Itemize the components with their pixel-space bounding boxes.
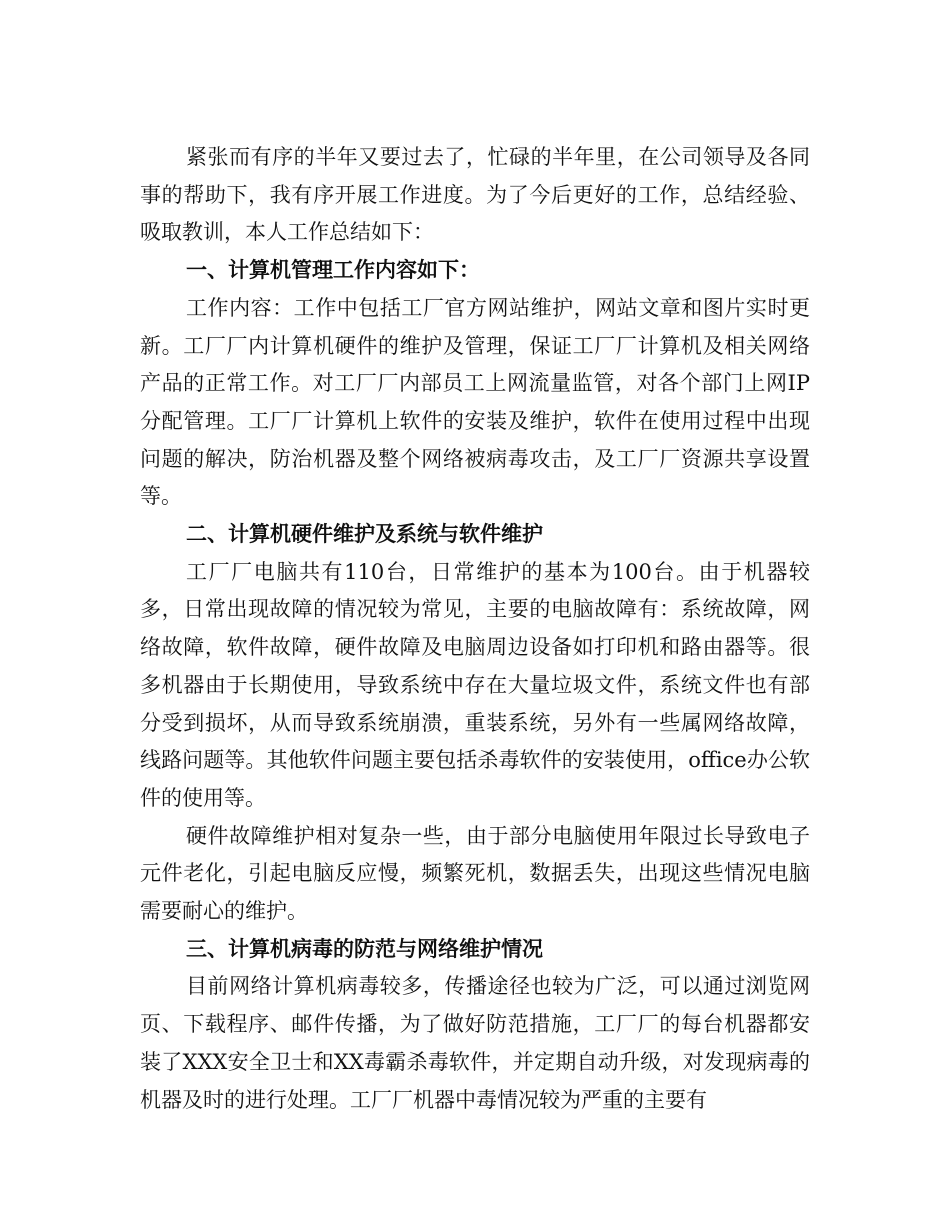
section-3-heading: 三、计算机病毒的防范与网络维护情况 (186, 936, 543, 961)
section-2-paragraph-2: 硬件故障维护相对复杂一些，由于部分电脑使用年限过长导致电子元件老化，引起电脑反应慢，频繁死机，数据丢失，出现这些情况电脑需要耐心的维护。 (140, 823, 810, 924)
section-2-paragraph-1: 工厂厂电脑共有110台，日常维护的基本为100台。由于机器较多，日常出现故障的情况较为常见，主要的电脑故障有：系统故障，网络故障，软件故障，硬件故障及电脑周边设备如打印机和路由器等。很多机器由于长期使用，导致系统中存在大量垃圾文件，系统文件也有部分受到损坏，从而导致系统崩溃，重装系统，另外有一些属网络故障，线路问题等。其他软件问题主要包括杀毒软件的安装使用，office办公软件的使用等。 (140, 559, 810, 810)
section-2-heading: 二、计算机硬件维护及系统与软件维护 (186, 522, 543, 547)
intro-paragraph: 紧张而有序的半年又要过去了，忙碌的半年里，在公司领导及各同事的帮助下，我有序开展工作进度。为了今后更好的工作，总结经验、吸取教训，本人工作总结如下： (140, 145, 810, 245)
section-3-paragraph-1: 目前网络计算机病毒较多，传播途径也较为广泛，可以通过浏览网页、下载程序、邮件传播，为了做好防范措施，工厂厂的每台机器都安装了XXX安全卫士和XX毒霸杀毒软件，并定期自动升级，对发现病毒的机器及时的进行处理。工厂厂机器中毒情况较为严重的主要有 (140, 974, 810, 1112)
section-1-paragraph-1: 工作内容：工作中包括工厂官方网站维护，网站文章和图片实时更新。工厂厂内计算机硬件的维护及管理，保证工厂厂计算机及相关网络产品的正常工作。对工厂厂内部员工上网流量监管，对各个部门上网IP分配管理。工厂厂计算机上软件的安装及维护，软件在使用过程中出现问题的解决，防治机器及整个网络被病毒攻击，及工厂厂资源共享设置等。 (140, 295, 810, 509)
document-page (140, 139, 810, 1119)
section-1-heading: 一、计算机管理工作内容如下： (186, 258, 480, 283)
